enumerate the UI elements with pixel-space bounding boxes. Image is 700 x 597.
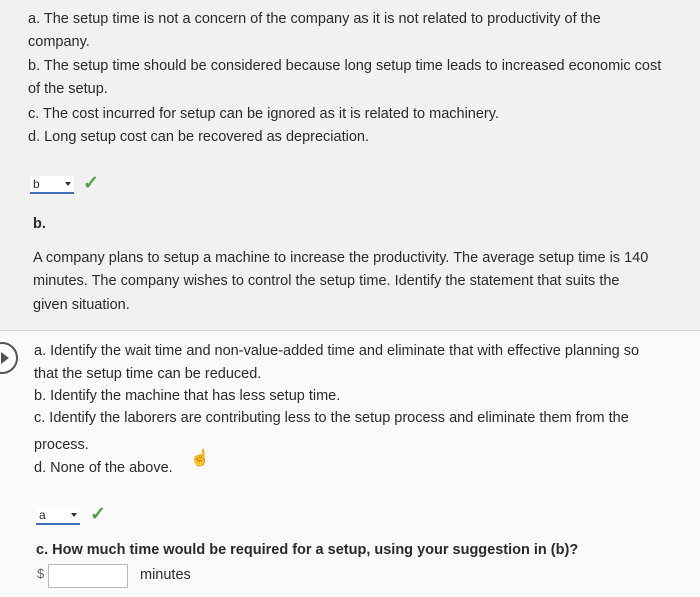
- option-a-line2: company.: [28, 34, 90, 50]
- option-d: d. Long setup cost can be recovered as depreciation.: [28, 129, 369, 145]
- check-icon: ✓: [90, 504, 106, 525]
- chevron-down-icon: [65, 182, 71, 186]
- check-icon: ✓: [83, 173, 99, 194]
- part-b-question-line2: minutes. The company wishes to control the setup time. Identify the statement that suits the: [33, 273, 620, 289]
- part-b-question-line1: A company plans to setup a machine to increase the productivity. The average setup time is 140: [33, 250, 649, 266]
- part-b-option-d: d. None of the above.: [34, 460, 173, 476]
- option-b-line2: of the setup.: [28, 81, 108, 97]
- part-b-option-a-line1: a. Identify the wait time and non-value-added time and eliminate that with effective planning so: [34, 343, 640, 359]
- hand-cursor-icon: ☝: [190, 450, 210, 467]
- part-b-question-line3: given situation.: [33, 297, 130, 313]
- unit-label: minutes: [140, 567, 191, 583]
- option-b-line1: b. The setup time should be considered because long setup time leads to increased economic cost: [28, 58, 662, 74]
- dollar-sign: $: [37, 566, 45, 581]
- part-a-answer-dropdown[interactable]: [30, 176, 74, 194]
- part-b-option-b: b. Identify the machine that has less setup time.: [34, 388, 341, 404]
- part-a-answer-value: b: [33, 177, 40, 191]
- part-b-answer-dropdown[interactable]: [36, 507, 80, 525]
- part-c-question: c. How much time would be required for a setup, using your suggestion in (b)?: [36, 542, 579, 558]
- chevron-down-icon: [71, 513, 77, 517]
- part-b-answer-value: a: [39, 508, 46, 522]
- part-b-heading: b.: [33, 216, 46, 232]
- option-a-line1: a. The setup time is not a concern of the company as it is not related to productivity of the: [28, 11, 601, 27]
- setup-time-input[interactable]: [48, 564, 128, 588]
- part-b-option-c-line2: process.: [34, 437, 89, 453]
- part-b-option-c-line1: c. Identify the laborers are contributing less to the setup process and eliminate them from the: [34, 410, 629, 426]
- part-b-option-a-line2: that the setup time can be reduced.: [34, 366, 262, 382]
- option-c: c. The cost incurred for setup can be ignored as it is related to machinery.: [28, 106, 499, 122]
